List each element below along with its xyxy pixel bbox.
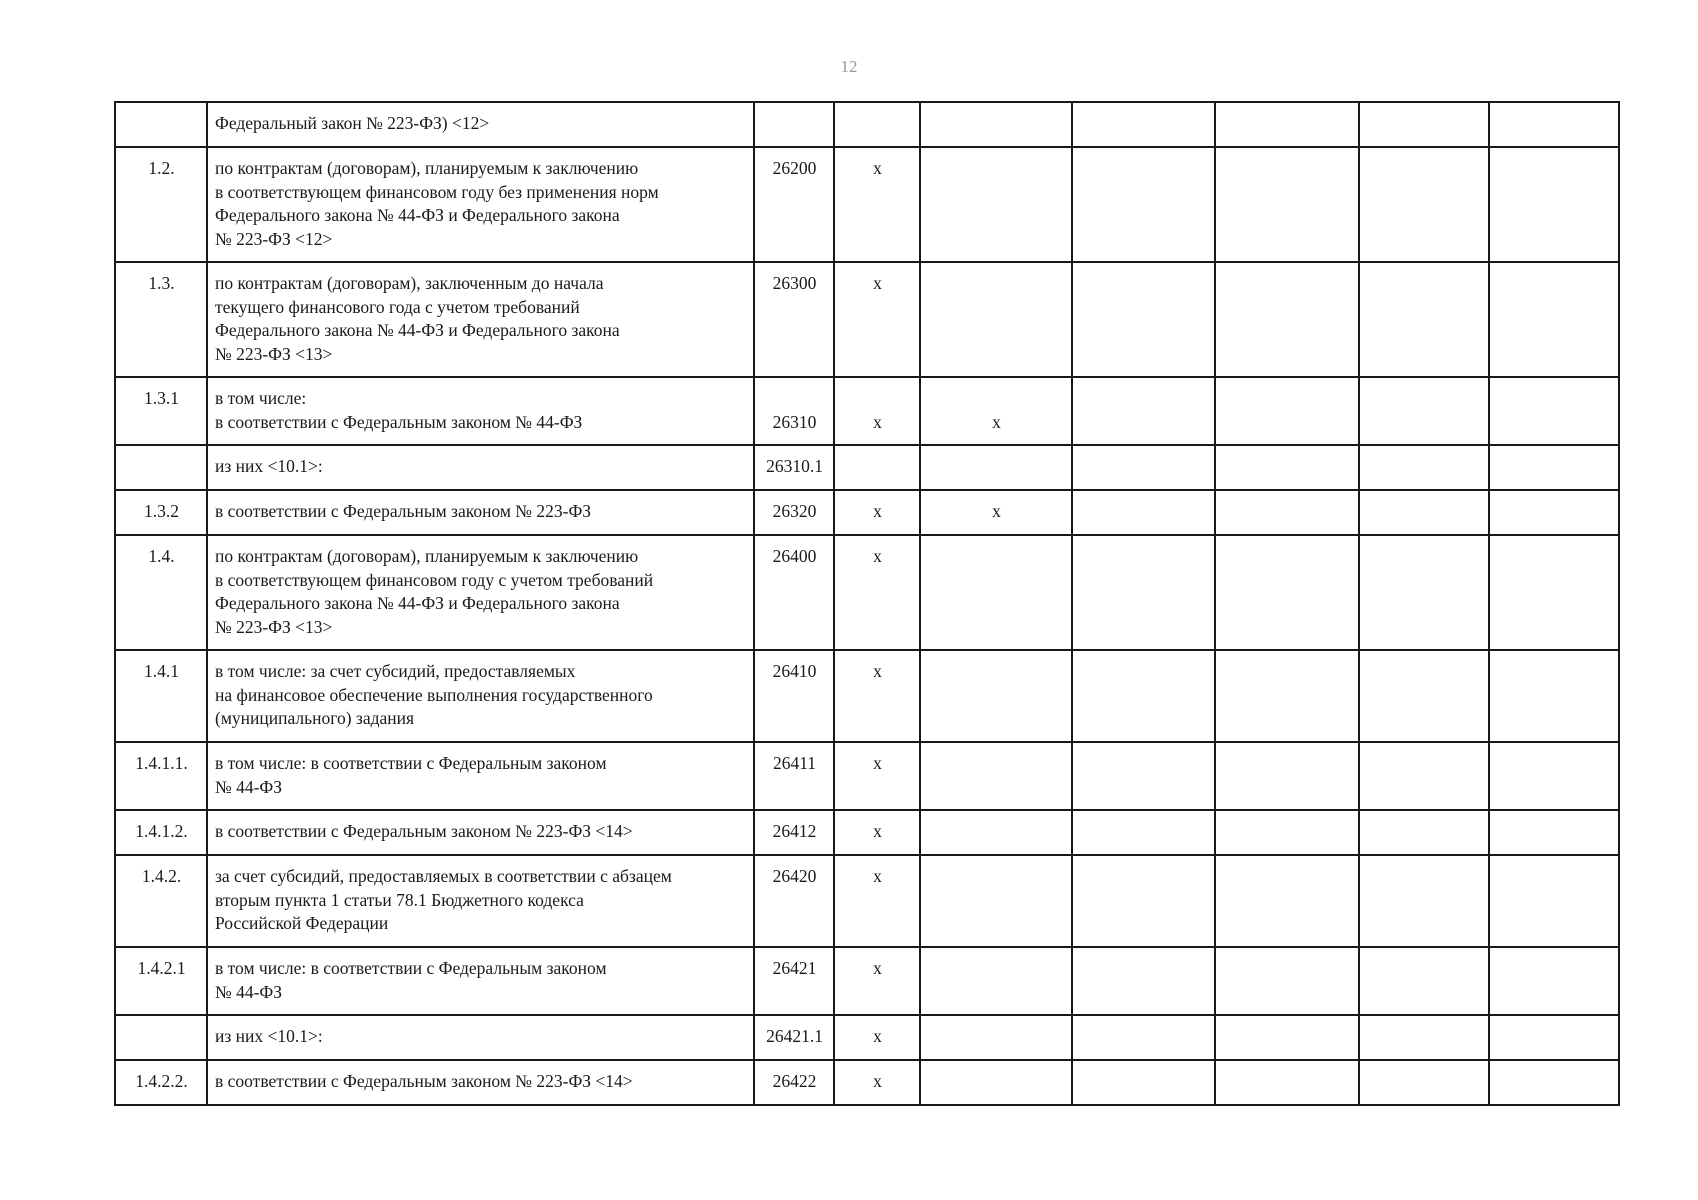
description-line: № 223-ФЗ <13> (215, 616, 333, 637)
table-row (115, 535, 1619, 650)
row-number-cell (115, 102, 207, 147)
empty-cell (1072, 947, 1215, 1015)
empty-cell (1359, 650, 1489, 742)
empty-cell (1215, 1015, 1359, 1060)
line-code-cell: 26320 (754, 490, 834, 535)
line-code-cell: 26410 (754, 650, 834, 742)
mark-cell-1 (834, 445, 920, 490)
description-line: № 44-ФЗ (215, 981, 282, 1002)
empty-cell (1072, 490, 1215, 535)
description-cell (207, 855, 754, 947)
row-number-cell: 1.4.1.2. (115, 810, 207, 855)
empty-cell (1489, 445, 1619, 490)
empty-cell (1489, 147, 1619, 262)
mark-cell-1: x (834, 855, 920, 947)
description-line: Федерального закона № 44-ФЗ и Федерального закона (215, 320, 620, 340)
empty-cell (1359, 102, 1489, 147)
description-cell (207, 535, 754, 650)
line-code-cell: 26310.1 (754, 445, 834, 490)
description-cell (207, 947, 754, 1015)
line-code-cell: 26420 (754, 855, 834, 947)
line-code-cell: 26421.1 (754, 1015, 834, 1060)
mark-cell-1: x (834, 947, 920, 1015)
description-cell (207, 377, 754, 445)
description-line: в том числе: в соответствии с Федеральным законом (215, 958, 607, 978)
mark-cell-2 (920, 102, 1072, 147)
empty-cell (1489, 1060, 1619, 1105)
empty-cell (1359, 742, 1489, 810)
table-row (115, 855, 1619, 947)
description-cell (207, 1015, 754, 1060)
line-code-cell: 26310 (754, 377, 834, 445)
description-line: за счет субсидий, предоставляемых в соответствии с абзацем (215, 866, 672, 886)
row-number-cell: 1.3.1 (115, 377, 207, 445)
empty-cell (1072, 650, 1215, 742)
mark-cell-2 (920, 262, 1072, 377)
line-code-cell: 26200 (754, 147, 834, 262)
mark-cell-2: x (920, 377, 1072, 445)
description-cell (207, 147, 754, 262)
empty-cell (1215, 490, 1359, 535)
mark-cell-2 (920, 147, 1072, 262)
empty-cell (1215, 377, 1359, 445)
table-row (115, 102, 1619, 147)
mark-cell-2 (920, 1060, 1072, 1105)
empty-cell (1359, 947, 1489, 1015)
empty-cell (1072, 855, 1215, 947)
description-line: (муниципального) задания (215, 708, 415, 728)
empty-cell (1489, 650, 1619, 742)
empty-cell (1489, 855, 1619, 947)
empty-cell (1359, 262, 1489, 377)
row-number-cell: 1.3. (115, 262, 207, 377)
description-line: в соответствии с Федеральным законом № 44-ФЗ (215, 411, 583, 432)
description-line: из них <10.1>: (215, 456, 323, 476)
row-number-cell: 1.4.2.2. (115, 1060, 207, 1105)
empty-cell (1359, 147, 1489, 262)
row-number-cell: 1.2. (115, 147, 207, 262)
empty-cell (1489, 102, 1619, 147)
table-row (115, 810, 1619, 855)
table-row (115, 377, 1619, 445)
empty-cell (1215, 1060, 1359, 1105)
line-code-cell: 26422 (754, 1060, 834, 1105)
mark-cell-1: x (834, 742, 920, 810)
mark-cell-2: x (920, 490, 1072, 535)
empty-cell (1215, 535, 1359, 650)
row-number-cell: 1.4.2.1 (115, 947, 207, 1015)
line-code-cell: 26412 (754, 810, 834, 855)
description-cell (207, 490, 754, 535)
description-line: № 223-ФЗ <12> (215, 228, 333, 249)
mark-cell-2 (920, 810, 1072, 855)
empty-cell (1489, 262, 1619, 377)
description-line: в соответствующем финансовом году без применения норм (215, 181, 659, 202)
table-row (115, 1060, 1619, 1105)
mark-cell-2 (920, 1015, 1072, 1060)
row-number-cell (115, 1015, 207, 1060)
description-cell (207, 1060, 754, 1105)
empty-cell (1359, 535, 1489, 650)
table-row (115, 147, 1619, 262)
table-row (115, 490, 1619, 535)
description-line: в соответствии с Федеральным законом № 223-ФЗ <14> (215, 821, 633, 841)
mark-cell-2 (920, 855, 1072, 947)
line-code-cell: 26421 (754, 947, 834, 1015)
table-row (115, 1015, 1619, 1060)
mark-cell-1: x (834, 1060, 920, 1105)
description-cell (207, 810, 754, 855)
mark-cell-1: x (834, 535, 920, 650)
description-line: по контрактам (договорам), заключенным до начала (215, 273, 604, 293)
empty-cell (1489, 947, 1619, 1015)
empty-cell (1072, 742, 1215, 810)
description-line: Российской Федерации (215, 913, 389, 933)
empty-cell (1489, 535, 1619, 650)
description-line: на финансовое обеспечение выполнения государственного (215, 684, 653, 705)
description-line: по контрактам (договорам), планируемым к заключению (215, 158, 639, 178)
empty-cell (1072, 102, 1215, 147)
empty-cell (1359, 810, 1489, 855)
description-line: в соответствии с Федеральным законом № 223-ФЗ (215, 501, 592, 521)
line-code-cell: 26411 (754, 742, 834, 810)
line-code-cell (754, 102, 834, 147)
empty-cell (1215, 947, 1359, 1015)
mark-cell-2 (920, 445, 1072, 490)
empty-cell (1215, 742, 1359, 810)
description-cell (207, 102, 754, 147)
empty-cell (1359, 377, 1489, 445)
description-line: текущего финансового года с учетом требований (215, 296, 580, 317)
mark-cell-2 (920, 535, 1072, 650)
empty-cell (1215, 102, 1359, 147)
empty-cell (1072, 262, 1215, 377)
empty-cell (1359, 855, 1489, 947)
empty-cell (1072, 1060, 1215, 1105)
empty-cell (1072, 445, 1215, 490)
mark-cell-2 (920, 947, 1072, 1015)
document-table (114, 101, 1620, 1106)
empty-cell (1072, 1015, 1215, 1060)
empty-cell (1215, 650, 1359, 742)
description-line: по контрактам (договорам), планируемым к заключению (215, 546, 639, 566)
description-line: в соответствии с Федеральным законом № 223-ФЗ <14> (215, 1071, 633, 1091)
description-line: № 44-ФЗ (215, 776, 282, 797)
description-line: № 223-ФЗ <13> (215, 343, 333, 364)
description-line: в том числе: за счет субсидий, предоставляемых (215, 661, 576, 681)
mark-cell-1: x (834, 377, 920, 445)
empty-cell (1215, 147, 1359, 262)
description-line: Федеральный закон № 223-ФЗ) <12> (215, 113, 490, 133)
description-line: Федерального закона № 44-ФЗ и Федерального закона (215, 593, 620, 613)
description-line: в том числе: в соответствии с Федеральным законом (215, 753, 607, 773)
empty-cell (1215, 262, 1359, 377)
table-row (115, 262, 1619, 377)
line-code-cell: 26300 (754, 262, 834, 377)
row-number-cell: 1.4. (115, 535, 207, 650)
empty-cell (1072, 535, 1215, 650)
row-number-cell: 1.4.2. (115, 855, 207, 947)
description-line: вторым пункта 1 статьи 78.1 Бюджетного кодекса (215, 889, 584, 910)
table-row (115, 650, 1619, 742)
mark-cell-1: x (834, 147, 920, 262)
mark-cell-2 (920, 650, 1072, 742)
line-code-cell: 26400 (754, 535, 834, 650)
description-line: из них <10.1>: (215, 1026, 323, 1046)
empty-cell (1072, 147, 1215, 262)
description-line: в том числе: (215, 388, 307, 408)
page-number: 12 (840, 57, 858, 76)
description-cell (207, 650, 754, 742)
empty-cell (1489, 377, 1619, 445)
empty-cell (1489, 742, 1619, 810)
description-cell (207, 445, 754, 490)
mark-cell-1: x (834, 262, 920, 377)
empty-cell (1489, 490, 1619, 535)
table-body (115, 102, 1619, 1105)
empty-cell (1359, 445, 1489, 490)
table-row (115, 742, 1619, 810)
empty-cell (1489, 1015, 1619, 1060)
description-line: Федерального закона № 44-ФЗ и Федерального закона (215, 205, 620, 225)
table-row (115, 445, 1619, 490)
empty-cell (1072, 377, 1215, 445)
mark-cell-1: x (834, 810, 920, 855)
description-cell (207, 262, 754, 377)
table-row (115, 947, 1619, 1015)
empty-cell (1359, 1015, 1489, 1060)
empty-cell (1215, 855, 1359, 947)
empty-cell (1072, 810, 1215, 855)
empty-cell (1215, 810, 1359, 855)
empty-cell (1215, 445, 1359, 490)
mark-cell-2 (920, 742, 1072, 810)
mark-cell-1 (834, 102, 920, 147)
row-number-cell: 1.4.1.1. (115, 742, 207, 810)
row-number-cell: 1.3.2 (115, 490, 207, 535)
description-line: в соответствующем финансовом году с учетом требований (215, 569, 654, 590)
row-number-cell: 1.4.1 (115, 650, 207, 742)
row-number-cell (115, 445, 207, 490)
mark-cell-1: x (834, 1015, 920, 1060)
empty-cell (1359, 1060, 1489, 1105)
description-cell (207, 742, 754, 810)
mark-cell-1: x (834, 490, 920, 535)
empty-cell (1489, 810, 1619, 855)
mark-cell-1: x (834, 650, 920, 742)
empty-cell (1359, 490, 1489, 535)
